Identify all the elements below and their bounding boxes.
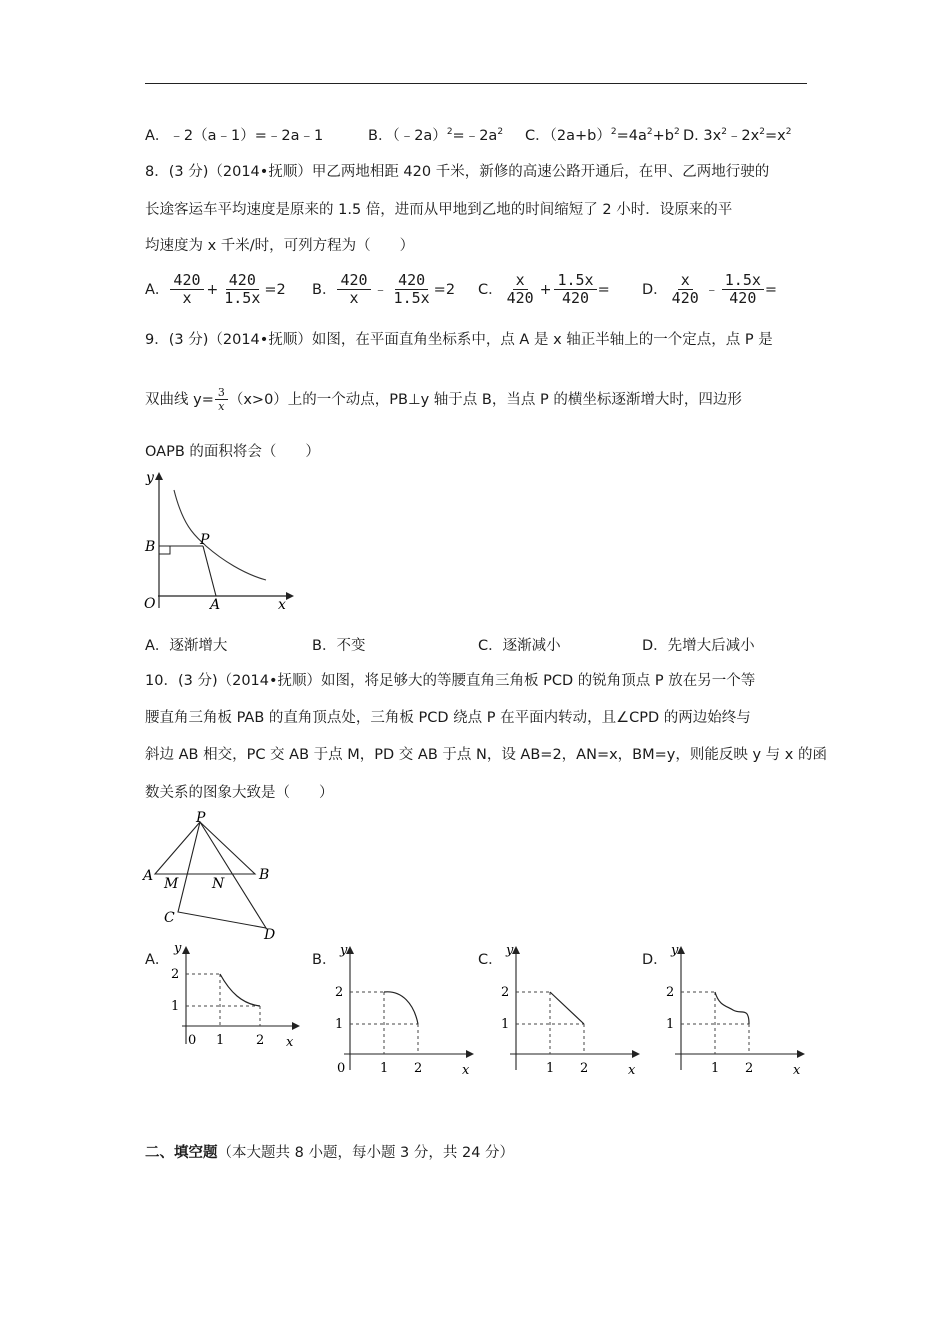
svg-text:2: 2: [414, 1061, 423, 1076]
svg-text:1: 1: [380, 1061, 389, 1076]
svg-text:x: x: [628, 1063, 636, 1078]
svg-text:1: 1: [171, 999, 180, 1014]
section-2-heading: [145, 1143, 514, 1163]
q9-line-2: 双曲线 y= $\frac{3}{x}$ （x>0）上的一个动点，PB⊥y 轴于点 B，当点 P 的横坐标逐渐增大时，四边形: [145, 386, 742, 413]
q8-option-a: A． $\frac{420}{x}$ + $\frac{420}{1.5x}$ =2: [145, 271, 286, 307]
q9-label-o: O: [144, 596, 156, 612]
q10-graph-c-label: C．: [478, 952, 503, 968]
svg-text:2: 2: [580, 1061, 589, 1076]
q10-graph-a: [168, 940, 308, 1052]
q9-label-p: P: [200, 532, 210, 548]
svg-text:1: 1: [711, 1061, 720, 1076]
q9-label-a: A: [210, 597, 221, 613]
q10-label-a: A: [143, 868, 154, 884]
q8-option-b: B． $\frac{420}{x}$ ﹣ $\frac{420}{1.5x}$ =2: [312, 271, 456, 307]
q9-segment-pa: [203, 546, 216, 596]
q8-option-c: C． $\frac{x}{420}$ + $\frac{1.5x}{420}$ =: [478, 271, 610, 307]
q10-graph-d-label: D．: [642, 952, 668, 968]
svg-text:0: 0: [188, 1033, 197, 1048]
q9-label-x: x: [278, 597, 286, 613]
q9-hyperbola: [174, 490, 266, 580]
section-2-note: （本大题共 8 小题，每小题 3 分，共 24 分）: [217, 1145, 515, 1161]
svg-text:2: 2: [501, 985, 510, 1000]
svg-text:1: 1: [546, 1061, 555, 1076]
q10-triangle-figure: [140, 808, 290, 944]
svg-text:2: 2: [745, 1061, 754, 1076]
q10-line-3: 斜边 AB 相交，PC 交 AB 于点 M，PD 交 AB 于点 N，设 AB=2，AN=x，BM=y，则能反映 y 与 x 的函: [145, 747, 827, 763]
q8-line-3: 均速度为 x 千米/时，可列方程为（ ）: [145, 238, 415, 254]
svg-text:2: 2: [335, 985, 344, 1000]
q9-x-arrow: [286, 592, 294, 600]
q9-label-y: y: [146, 470, 154, 486]
q7-option-b: B．$(﹣2a)^2=﹣2a^2$: [368, 127, 504, 144]
q9-line-1: 9．(3 分)（2014•抚顺）如图，在平面直角坐标系中，点 A 是 x 轴正半轴上的一个定点，点 P 是: [145, 332, 773, 348]
q9-right-angle: [159, 546, 170, 554]
q8-line-1: 8．(3 分)（2014•抚顺）甲乙两地相距 420 千米，新修的高速公路开通后，在甲、乙两地行驶的: [145, 164, 770, 180]
q10-triangle-pcd: [178, 822, 266, 928]
q10-label-n: N: [212, 876, 225, 892]
q10-graph-b: [332, 940, 482, 1080]
q9-option-a: A．逐渐增大: [145, 638, 228, 654]
svg-text:y: y: [174, 941, 182, 956]
q7-option-c: C．$(2a+b)^2=4a^2+b^2$: [525, 127, 680, 144]
q9-y-arrow: [155, 472, 163, 480]
svg-text:y: y: [340, 943, 348, 958]
q10-label-b: B: [259, 867, 270, 883]
svg-text:y: y: [671, 943, 679, 958]
q9-label-b: B: [145, 539, 156, 555]
svg-text:1: 1: [501, 1017, 510, 1032]
svg-text:0: 0: [337, 1061, 346, 1076]
svg-text:y: y: [506, 943, 514, 958]
q7-option-a: A．﹣2（a﹣1）=﹣2a﹣1: [145, 128, 324, 144]
q10-graph-a-label: A．: [145, 952, 170, 968]
svg-text:x: x: [286, 1035, 294, 1050]
svg-text:x: x: [793, 1063, 801, 1078]
q9-option-b: B．不变: [312, 638, 366, 654]
q8-option-d: D． $\frac{x}{420}$ ﹣ $\frac{1.5x}{420}$ =: [642, 271, 778, 307]
q10-label-d: D: [264, 927, 276, 943]
q10-label-m: M: [164, 876, 179, 892]
q7-option-d: D. $3x^2﹣2x^2=x^2$: [683, 127, 792, 144]
q10-label-c: C: [164, 910, 175, 926]
q9-option-d: D．先增大后减小: [642, 638, 755, 654]
q10-label-p: P: [196, 810, 206, 826]
svg-text:x: x: [462, 1063, 470, 1078]
q10-line-2: 腰直角三角板 PAB 的直角顶点处，三角板 PCD 绕点 P 在平面内转动，且∠CPD 的两边始终与: [145, 710, 751, 726]
q8-line-2: 长途客运车平均速度是原来的 1.5 倍，进而从甲地到乙地的时间缩短了 2 小时．设原来的平: [145, 202, 733, 218]
svg-text:2: 2: [666, 985, 675, 1000]
section-2-title: 二、填空题: [145, 1145, 218, 1161]
svg-text:2: 2: [171, 967, 180, 982]
header-rule: [145, 83, 807, 84]
q9-line-3: OAPB 的面积将会（ ）: [145, 444, 320, 460]
svg-text:2: 2: [256, 1033, 265, 1048]
svg-text:1: 1: [335, 1017, 344, 1032]
q10-graph-c: [498, 940, 648, 1080]
q10-graph-d: [663, 940, 813, 1080]
q10-graph-b-label: B．: [312, 952, 337, 968]
svg-text:1: 1: [216, 1033, 225, 1048]
svg-text:1: 1: [666, 1017, 675, 1032]
q10-line-4: 数关系的图象大致是（ ）: [145, 785, 334, 801]
q9-option-c: C．逐渐减小: [478, 638, 561, 654]
q9-figure: [140, 468, 300, 616]
q10-line-1: 10．(3 分)（2014•抚顺）如图，将足够大的等腰直角三角板 PCD 的锐角顶点 P 放在另一个等: [145, 673, 756, 689]
